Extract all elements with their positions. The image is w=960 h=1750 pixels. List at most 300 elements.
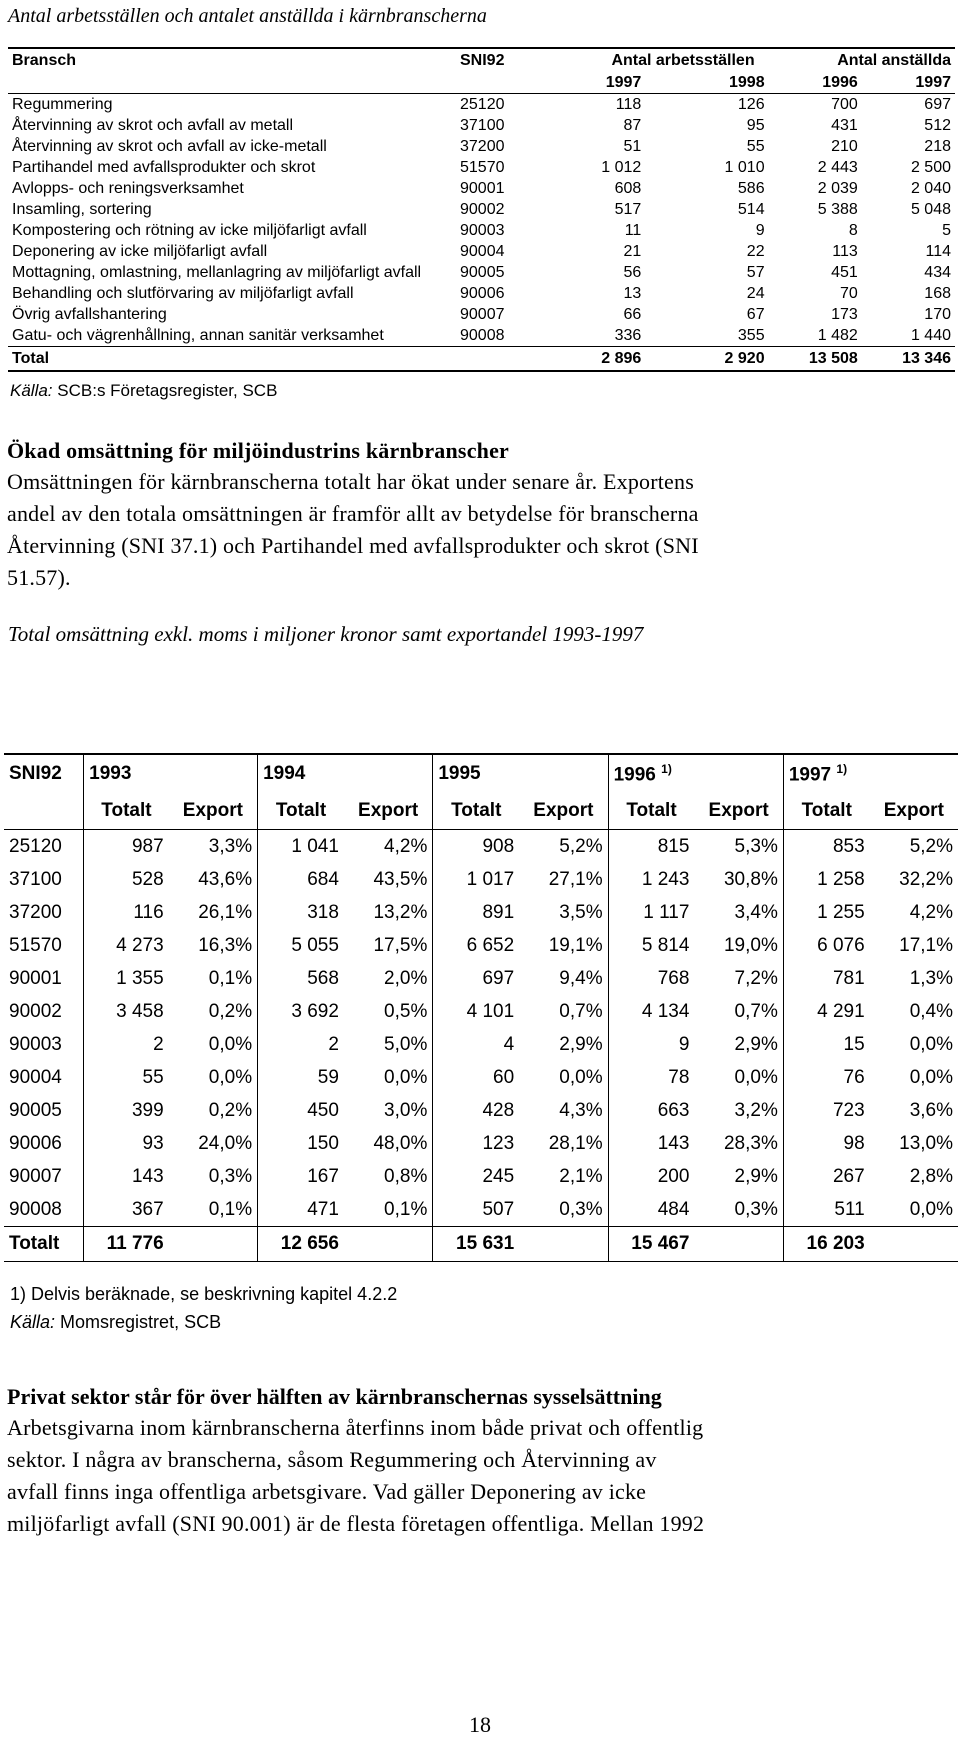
export-share: 0,0% <box>519 1061 608 1094</box>
table-row <box>8 178 955 199</box>
col-header-export: Export <box>870 793 958 830</box>
col-header-totalt: Totalt <box>608 793 694 830</box>
cell-value: 11 <box>624 222 642 239</box>
sni-code: 90004 <box>460 243 505 260</box>
export-share: 2,1% <box>519 1160 608 1193</box>
turnover-value: 200 <box>657 1165 690 1187</box>
cell-value: 70 <box>839 285 858 302</box>
cell-value: 9 <box>755 222 765 239</box>
cell-value: 5 388 <box>817 201 858 218</box>
cell-value: 512 <box>924 117 951 134</box>
sni-code: 90002 <box>4 995 84 1028</box>
turnover-value: 15 631 <box>433 1227 519 1262</box>
turnover-value: 267 <box>832 1165 865 1187</box>
table2-source <box>10 1312 221 1333</box>
establishments-table <box>8 47 955 372</box>
table1-title: Antal arbetsställen och antalet anställda i kärnbranscherna <box>8 5 487 27</box>
paragraph-line: andel av den totala omsättningen är framför allt av betydelse för branscherna <box>7 501 699 526</box>
turnover-value: 9 <box>678 1033 690 1055</box>
export-share: 13,0% <box>899 1132 953 1154</box>
cell-value: 66 <box>623 306 642 323</box>
table-row <box>8 136 955 157</box>
export-share: 3,3% <box>169 830 258 864</box>
export-share: 19,0% <box>694 929 783 962</box>
turnover-value: 1 117 <box>643 901 690 923</box>
turnover-value: 55 <box>142 1066 164 1088</box>
export-share: 3,2% <box>694 1094 783 1127</box>
sni-code: 90006 <box>460 285 505 302</box>
turnover-value: 5 814 <box>641 934 690 956</box>
export-share: 28,1% <box>519 1127 608 1160</box>
sni-code: 37100 <box>460 117 505 134</box>
table-row <box>8 199 955 220</box>
paragraph-line: 51.57). <box>7 565 71 590</box>
total-label: Total <box>8 347 456 372</box>
export-share: 0,0% <box>909 1066 953 1088</box>
turnover-value: 4 <box>503 1033 515 1055</box>
export-share: 3,0% <box>344 1094 433 1127</box>
export-share: 3,5% <box>519 896 608 929</box>
turnover-value: 116 <box>133 901 164 923</box>
total-value: 13 346 <box>862 347 955 372</box>
row-label: Behandling och slutförvaring av miljöfarligt avfall <box>12 285 354 302</box>
table2-footnote: 1) Delvis beräknade, se beskrivning kapitel 4.2.2 <box>10 1284 398 1304</box>
export-share: 7,2% <box>694 962 783 995</box>
sni-code: 37200 <box>4 896 84 929</box>
export-share: 27,1% <box>519 863 608 896</box>
turnover-value: 4 291 <box>817 1000 865 1022</box>
col-header-totalt: Totalt <box>433 793 519 830</box>
turnover-value: 663 <box>657 1099 690 1121</box>
export-share: 0,0% <box>694 1061 783 1094</box>
cell-value: 697 <box>924 96 951 113</box>
table-row <box>8 94 955 116</box>
turnover-value: 697 <box>482 967 515 989</box>
cell-value: 168 <box>924 285 951 302</box>
turnover-value: 6 076 <box>817 934 865 956</box>
export-share: 4,3% <box>519 1094 608 1127</box>
cell-value: 1 482 <box>817 327 858 344</box>
table1-source <box>10 381 277 401</box>
export-share: 43,6% <box>169 863 258 896</box>
export-share: 2,0% <box>344 962 433 995</box>
turnover-value: 59 <box>317 1066 339 1088</box>
paragraph-line: avfall finns inga offentliga arbetsgivare. Vad gäller Deponering av icke <box>7 1479 647 1504</box>
row-label: Deponering av icke miljöfarligt avfall <box>12 243 268 260</box>
export-share: 0,3% <box>694 1193 783 1227</box>
export-share: 2,9% <box>694 1160 783 1193</box>
sni-code: 90005 <box>4 1094 84 1127</box>
turnover-value: 3 458 <box>116 1000 164 1022</box>
section2-body <box>7 1412 952 1540</box>
cell-value: 2 039 <box>817 180 858 197</box>
cell-value: 22 <box>746 243 765 260</box>
turnover-value: 528 <box>131 868 164 890</box>
cell-value: 5 <box>942 222 951 239</box>
export-share: 0,8% <box>344 1160 433 1193</box>
total-row <box>8 347 955 372</box>
col-year: 1997 <box>862 71 955 94</box>
export-share <box>519 1227 608 1262</box>
turnover-value: 399 <box>131 1099 164 1121</box>
cell-value: 218 <box>924 138 951 155</box>
export-share: 48,0% <box>344 1127 433 1160</box>
cell-value: 355 <box>737 327 765 344</box>
cell-value: 170 <box>924 306 951 323</box>
total-value: 2 920 <box>645 347 768 372</box>
cell-value: 95 <box>746 117 765 134</box>
turnover-value: 143 <box>131 1165 164 1187</box>
turnover-value: 4 273 <box>116 934 164 956</box>
export-share: 4,2% <box>344 830 433 864</box>
turnover-value: 723 <box>832 1099 865 1121</box>
total-value <box>456 347 522 372</box>
turnover-value: 318 <box>307 901 339 923</box>
export-share: 0,5% <box>344 995 433 1028</box>
col-header-export: Export <box>519 793 608 830</box>
export-share: 4,2% <box>909 901 953 923</box>
sni-code: 37200 <box>460 138 505 155</box>
row-label: Avlopps- och reningsverksamhet <box>12 180 244 197</box>
turnover-value: 60 <box>493 1066 515 1088</box>
paragraph-line: Arbetsgivarna inom kärnbranscherna återfinns inom både privat och offentlig <box>7 1415 704 1440</box>
export-share: 2,9% <box>519 1028 608 1061</box>
turnover-value: 16 203 <box>783 1227 869 1262</box>
export-share <box>344 1227 433 1262</box>
table-row <box>4 896 958 929</box>
col-header-year: 1994 <box>258 754 433 793</box>
sni-code: 90006 <box>4 1127 84 1160</box>
export-share: 17,5% <box>344 929 433 962</box>
turnover-value: 568 <box>307 967 339 989</box>
export-share <box>870 1227 958 1262</box>
cell-value: 1 012 <box>601 159 642 176</box>
turnover-value: 4 101 <box>466 1000 515 1022</box>
cell-value: 114 <box>925 243 951 260</box>
row-label: Kompostering och rötning av icke miljöfarligt avfall <box>12 222 367 239</box>
col-header-export: Export <box>694 793 783 830</box>
section1-body <box>7 466 952 594</box>
export-share <box>694 1227 783 1262</box>
table-subheader-row <box>4 793 958 830</box>
sni-code: 37100 <box>4 863 84 896</box>
row-label: Partihandel med avfallsprodukter och skrot <box>12 159 316 176</box>
table-row <box>4 929 958 962</box>
sni-code: 51570 <box>4 929 84 962</box>
table-row <box>8 304 955 325</box>
turnover-value: 484 <box>657 1198 690 1220</box>
turnover-value: 98 <box>843 1132 865 1154</box>
paragraph-line: sektor. I några av branscherna, såsom Regummering och Återvinning av <box>7 1447 657 1472</box>
sni-code: 90008 <box>4 1193 84 1227</box>
export-share: 3,4% <box>694 896 783 929</box>
cell-value: 8 <box>848 222 858 239</box>
cell-value: 21 <box>623 243 642 260</box>
export-share: 0,0% <box>169 1061 258 1094</box>
export-share: 2,9% <box>694 1028 783 1061</box>
turnover-value: 1 243 <box>641 868 690 890</box>
sni-code: 90008 <box>460 327 505 344</box>
turnover-value: 78 <box>668 1066 690 1088</box>
turnover-value: 4 134 <box>641 1000 690 1022</box>
cell-value: 451 <box>831 264 858 281</box>
col-year: 1996 <box>769 71 862 94</box>
sni-code: 25120 <box>4 830 84 864</box>
paragraph-line: Omsättningen för kärnbranscherna totalt har ökat under senare år. Exportens <box>7 469 694 494</box>
export-share: 0,2% <box>169 995 258 1028</box>
turnover-value: 367 <box>131 1198 164 1220</box>
source-text: Momsregistret, SCB <box>60 1312 222 1332</box>
sni-code: 90003 <box>4 1028 84 1061</box>
source-label: Källa: <box>10 381 53 400</box>
cell-value: 431 <box>831 117 858 134</box>
row-label: Insamling, sortering <box>12 201 152 218</box>
export-share: 5,2% <box>519 830 608 864</box>
cell-value: 55 <box>746 138 765 155</box>
table-header-row <box>4 754 958 793</box>
turnover-value: 5 055 <box>291 934 339 956</box>
table-row <box>4 1094 958 1127</box>
export-share: 1,3% <box>909 967 953 989</box>
export-share: 32,2% <box>899 868 953 890</box>
export-share: 0,7% <box>694 995 783 1028</box>
col-header-sni: SNI92 <box>456 48 522 71</box>
cell-value: 336 <box>614 327 642 344</box>
turnover-value: 815 <box>657 835 690 857</box>
table-header-row <box>8 48 955 71</box>
table-subheader-row <box>8 71 955 94</box>
table-row <box>4 1028 958 1061</box>
cell-value: 1 010 <box>724 159 765 176</box>
cell-value: 173 <box>831 306 858 323</box>
cell-value: 24 <box>746 285 765 302</box>
sni-code: 90007 <box>460 306 505 323</box>
table-row <box>8 262 955 283</box>
cell-value: 13 <box>623 285 642 302</box>
sni-code: 90001 <box>4 962 84 995</box>
cell-value: 87 <box>623 117 642 134</box>
export-share: 5,0% <box>344 1028 433 1061</box>
turnover-value: 853 <box>832 835 865 857</box>
cell-value: 700 <box>831 96 858 113</box>
export-share: 28,3% <box>694 1127 783 1160</box>
export-share: 3,6% <box>909 1099 953 1121</box>
turnover-value: 15 <box>843 1033 865 1055</box>
export-share: 0,2% <box>169 1094 258 1127</box>
sni-code: 90007 <box>4 1160 84 1193</box>
col-header-year: 1993 <box>84 754 258 793</box>
paragraph-line: Återvinning (SNI 37.1) och Partihandel med avfallsprodukter och skrot (SNI <box>7 533 699 558</box>
sni-code: 90001 <box>460 180 505 197</box>
row-label: Återvinning av skrot och avfall av icke-metall <box>12 138 327 155</box>
cell-value: 126 <box>737 96 765 113</box>
section2-heading: Privat sektor står för över hälften av kärnbranschernas sysselsättning <box>7 1384 662 1409</box>
col-header-year: 1995 <box>433 754 608 793</box>
export-share: 16,3% <box>169 929 258 962</box>
export-share: 0,0% <box>344 1061 433 1094</box>
table-row <box>8 115 955 136</box>
turnover-value: 428 <box>482 1099 515 1121</box>
turnover-value: 15 467 <box>608 1227 694 1262</box>
turnover-value: 2 <box>328 1033 339 1055</box>
table-row <box>4 863 958 896</box>
total-label: Totalt <box>4 1227 84 1262</box>
cell-value: 5 048 <box>910 201 951 218</box>
turnover-value: 1 258 <box>817 868 865 890</box>
turnover-value: 1 041 <box>291 835 339 857</box>
export-share: 30,8% <box>694 863 783 896</box>
turnover-value: 245 <box>482 1165 515 1187</box>
row-label: Regummering <box>12 96 113 113</box>
row-label: Övrig avfallshantering <box>12 306 167 323</box>
export-share: 0,1% <box>344 1193 433 1227</box>
turnover-value: 1 017 <box>466 868 515 890</box>
col-header-totalt: Totalt <box>258 793 344 830</box>
export-share: 2,8% <box>909 1165 953 1187</box>
footnote-marker: 1) <box>661 761 672 776</box>
turnover-value: 987 <box>131 835 164 857</box>
cell-value: 514 <box>737 201 765 218</box>
col-header-sni: SNI92 <box>4 754 84 793</box>
cell-value: 2 500 <box>910 159 951 176</box>
turnover-value: 2 <box>153 1033 164 1055</box>
turnover-value: 1 355 <box>116 967 164 989</box>
col-year: 1997 <box>522 71 645 94</box>
export-share: 5,3% <box>694 830 783 864</box>
turnover-value: 908 <box>482 835 515 857</box>
cell-value: 113 <box>832 243 858 260</box>
turnover-value: 6 652 <box>466 934 515 956</box>
col-header-export: Export <box>344 793 433 830</box>
export-share: 43,5% <box>344 863 433 896</box>
export-share: 17,1% <box>899 934 953 956</box>
turnover-value: 150 <box>307 1132 339 1154</box>
cell-value: 56 <box>623 264 642 281</box>
turnover-value: 143 <box>657 1132 690 1154</box>
col-header-totalt: Totalt <box>84 793 169 830</box>
col-header-year: 1996 $^{1)}$ <box>608 754 783 793</box>
cell-value: 210 <box>831 138 858 155</box>
cell-value: 57 <box>746 264 765 281</box>
cell-value: 51 <box>623 138 642 155</box>
table-row <box>4 995 958 1028</box>
export-share <box>169 1227 258 1262</box>
turnover-value: 11 776 <box>84 1227 169 1262</box>
col-header-bransch: Bransch <box>8 48 456 71</box>
export-share: 24,0% <box>169 1127 258 1160</box>
turnover-value: 781 <box>832 967 865 989</box>
turnover-value: 1 255 <box>817 901 865 923</box>
cell-value: 67 <box>746 306 765 323</box>
section1-heading: Ökad omsättning för miljöindustrins kärnbranscher <box>7 438 510 463</box>
cell-value: 1 440 <box>910 327 951 344</box>
export-share: 0,7% <box>519 995 608 1028</box>
export-share: 0,1% <box>169 1193 258 1227</box>
sni-code: 25120 <box>460 96 505 113</box>
total-value: 2 896 <box>522 347 645 372</box>
source-text: SCB:s Företagsregister, SCB <box>57 381 278 400</box>
col-header-totalt: Totalt <box>783 793 869 830</box>
table-row <box>4 1127 958 1160</box>
export-share: 0,0% <box>909 1033 953 1055</box>
export-share: 13,2% <box>344 896 433 929</box>
sni-code: 51570 <box>460 159 505 176</box>
turnover-value: 768 <box>657 967 690 989</box>
col-header-anstallda: Antal anställda <box>769 48 955 71</box>
turnover-value: 12 656 <box>258 1227 344 1262</box>
row-label: Återvinning av skrot och avfall av metall <box>12 117 294 134</box>
table-row <box>8 283 955 304</box>
table-row <box>4 962 958 995</box>
cell-value: 2 040 <box>910 180 951 197</box>
turnover-value: 123 <box>482 1132 515 1154</box>
col-header-export: Export <box>169 793 258 830</box>
turnover-value: 891 <box>482 901 515 923</box>
table-row <box>4 830 958 864</box>
sni-code: 90005 <box>460 264 505 281</box>
export-share: 0,1% <box>169 962 258 995</box>
table2-caption: Total omsättning exkl. moms i miljoner kronor samt exportandel 1993-1997 <box>8 622 644 646</box>
cell-value: 517 <box>614 201 642 218</box>
table-row <box>8 157 955 178</box>
export-share: 26,1% <box>169 896 258 929</box>
total-row <box>4 1227 958 1262</box>
export-share: 0,3% <box>519 1193 608 1227</box>
turnover-value: 511 <box>834 1198 865 1220</box>
table-row <box>4 1160 958 1193</box>
turnover-value: 3 692 <box>291 1000 339 1022</box>
export-share: 0,3% <box>169 1160 258 1193</box>
table-row <box>8 220 955 241</box>
row-label: Gatu- och vägrenhållning, annan sanitär verksamhet <box>12 327 384 344</box>
table-row <box>4 1193 958 1227</box>
cell-value: 586 <box>737 180 765 197</box>
col-year: 1998 <box>645 71 768 94</box>
footnote-marker: 1) <box>836 761 848 776</box>
turnover-value: 76 <box>843 1066 865 1088</box>
export-share: 19,1% <box>519 929 608 962</box>
sni-code: 90004 <box>4 1061 84 1094</box>
cell-value: 2 443 <box>817 159 858 176</box>
paragraph-line: miljöfarligt avfall (SNI 90.001) är de flesta företagen offentliga. Mellan 1992 <box>7 1511 705 1536</box>
turnover-table <box>4 753 958 1262</box>
turnover-value: 167 <box>307 1165 339 1187</box>
table-row <box>4 1061 958 1094</box>
table-row <box>8 241 955 262</box>
turnover-value: 471 <box>307 1198 339 1220</box>
export-share: 9,4% <box>519 962 608 995</box>
cell-value: 434 <box>924 264 951 281</box>
sni-code: 90003 <box>460 222 505 239</box>
cell-value: 608 <box>614 180 642 197</box>
table-row <box>8 325 955 347</box>
export-share: 0,0% <box>909 1198 953 1220</box>
row-label: Mottagning, omlastning, mellanlagring av miljöfarligt avfall <box>12 264 422 281</box>
total-value: 13 508 <box>769 347 862 372</box>
col-header-year: 1997 $^{1)}$ <box>783 754 958 793</box>
turnover-value: 684 <box>307 868 339 890</box>
turnover-value: 93 <box>142 1132 164 1154</box>
source-label: Källa: <box>10 1312 56 1332</box>
export-share: 5,2% <box>909 835 953 857</box>
col-header-arbetsstallen: Antal arbetsställen <box>522 48 769 71</box>
export-share: 0,4% <box>909 1000 953 1022</box>
page-number: 18 <box>469 1712 491 1737</box>
turnover-value: 450 <box>307 1099 339 1121</box>
sni-code: 90002 <box>460 201 505 218</box>
cell-value: 118 <box>615 96 642 113</box>
export-share: 0,0% <box>169 1028 258 1061</box>
